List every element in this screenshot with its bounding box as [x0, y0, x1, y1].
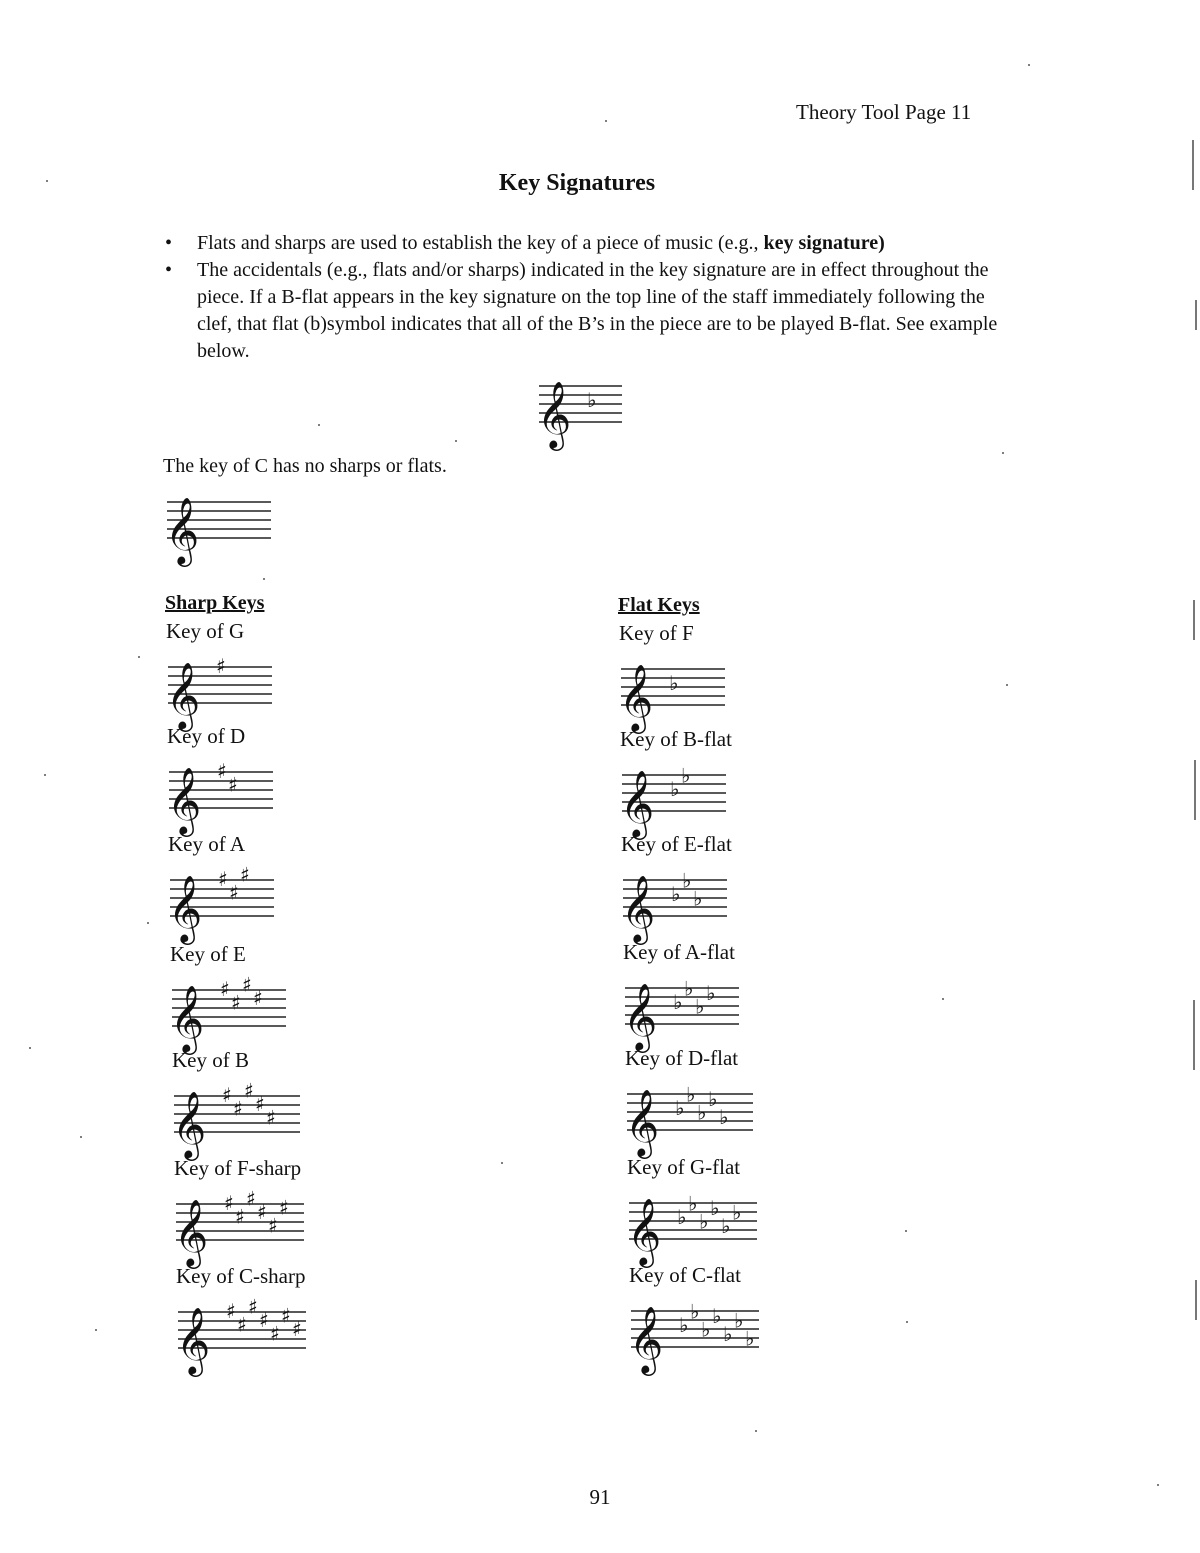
treble-clef-icon: 𝄞 [537, 380, 572, 448]
example-staff-one-flat [535, 368, 630, 448]
flat-icon: ♭ [684, 976, 694, 1001]
sharp-key-label: Key of E [170, 942, 246, 966]
sharp-icon: ♯ [279, 1195, 289, 1220]
bullet-bold-text: key signature) [763, 232, 885, 254]
sharp-key-label: Key of D [167, 724, 246, 748]
treble-clef-icon: 𝄞 [176, 1306, 211, 1374]
sharp-icon: ♯ [220, 977, 230, 1001]
flat-icon: ♭ [686, 1082, 696, 1107]
treble-clef-icon: 𝄞 [170, 984, 205, 1052]
sharp-icon: ♯ [228, 772, 238, 797]
flat-icon: ♭ [681, 763, 691, 788]
sharp-icon: ♯ [224, 1191, 234, 1215]
sharp-keys-heading: Sharp Keys [165, 592, 265, 614]
treble-clef-icon: 𝄞 [166, 661, 201, 729]
sharp-icon: ♯ [257, 1200, 267, 1224]
flat-key-label: Key of C-flat [629, 1263, 741, 1287]
bullet-text: Flats and sharps are used to establish the key of a piece of music (e.g., [197, 232, 764, 254]
sharp-icon: ♯ [231, 990, 241, 1015]
sharp-icon: ♯ [255, 1092, 265, 1116]
sharp-key-staff [164, 649, 304, 729]
sharp-icon: ♯ [233, 1096, 243, 1121]
sharp-key-label: Key of A [168, 832, 245, 856]
flat-key-label: Key of B-flat [620, 727, 732, 751]
flat-icon: ♭ [688, 1191, 698, 1216]
flat-icon: ♭ [693, 886, 703, 911]
sharp-icon: ♯ [217, 759, 227, 783]
sharp-icon: ♯ [268, 1213, 278, 1238]
sharp-icon: ♯ [253, 986, 263, 1010]
treble-clef-icon: 𝄞 [620, 769, 655, 837]
flat-icon: ♭ [671, 882, 681, 906]
sharp-icon: ♯ [244, 1078, 254, 1103]
sharp-icon: ♯ [235, 1204, 245, 1229]
flat-icon: ♭ [682, 868, 692, 893]
treble-clef-icon: 𝄞 [623, 982, 658, 1050]
sharp-icon: ♯ [259, 1308, 269, 1332]
treble-clef-icon: 𝄞 [165, 496, 200, 564]
flat-key-staff [627, 1293, 767, 1373]
flat-icon: ♭ [669, 671, 679, 695]
sharp-icon: ♯ [218, 867, 228, 891]
treble-clef-icon: 𝄞 [621, 874, 656, 942]
bullet-text: The accidentals (e.g., flats and/or sharps) indicated in the key signature are in effect throughout the piece. If a B-flat appears in the key signature on the top line of the staff immediately following the clef, that flat (b)symbol indicates that all of the B’s in the piece are to be played B-flat. See example below. [197, 259, 998, 362]
flat-icon: ♭ [712, 1304, 722, 1328]
sharp-icon: ♯ [222, 1083, 232, 1107]
flat-icon: ♭ [695, 994, 705, 1019]
flat-icon: ♭ [679, 1313, 689, 1337]
bullet-icon: • [165, 259, 173, 281]
flat-key-label: Key of G-flat [627, 1155, 741, 1179]
treble-clef-icon: 𝄞 [167, 766, 202, 834]
flat-icon: ♭ [708, 1087, 718, 1111]
flat-icon: ♭ [587, 388, 597, 412]
sharp-icon: ♯ [237, 1312, 247, 1337]
flat-icon: ♭ [745, 1326, 755, 1351]
flat-icon: ♭ [701, 1317, 711, 1342]
sharp-key-staff [170, 1078, 310, 1158]
sharp-icon: ♯ [226, 1299, 236, 1323]
bullet-item [163, 230, 1013, 257]
flat-key-label: Key of F [619, 621, 694, 645]
sharp-key-label: Key of C-sharp [176, 1264, 306, 1288]
bullet-item [163, 257, 1013, 365]
c-key-staff [163, 484, 283, 564]
sharp-key-staff [166, 862, 306, 942]
flat-key-staff [617, 651, 757, 731]
sharp-key-staff [172, 1186, 312, 1266]
c-key-text: The key of C has no sharps or flats. [163, 455, 447, 477]
sharp-icon: ♯ [281, 1303, 291, 1328]
sharp-icon: ♯ [242, 972, 252, 997]
flat-icon: ♭ [677, 1205, 687, 1229]
flat-icon: ♭ [675, 1096, 685, 1120]
flat-icon: ♭ [719, 1105, 729, 1129]
sharp-icon: ♯ [216, 654, 226, 678]
sharp-key-staff [165, 754, 305, 834]
treble-clef-icon: 𝄞 [629, 1305, 664, 1373]
sharp-icon: ♯ [292, 1317, 302, 1341]
flat-icon: ♭ [699, 1209, 709, 1234]
page-header: Theory Tool Page 11 [796, 100, 972, 124]
flat-icon: ♭ [673, 990, 683, 1014]
flat-icon: ♭ [721, 1214, 731, 1238]
flat-key-staff [619, 862, 759, 942]
flat-key-label: Key of A-flat [623, 940, 735, 964]
flat-icon: ♭ [734, 1308, 744, 1333]
flat-key-staff [621, 970, 761, 1050]
bullet-icon: • [165, 232, 173, 254]
treble-clef-icon: 𝄞 [625, 1088, 660, 1156]
sharp-icon: ♯ [229, 880, 239, 905]
sharp-icon: ♯ [266, 1105, 276, 1130]
sharp-key-label: Key of F-sharp [174, 1156, 302, 1180]
sharp-key-staff [168, 972, 308, 1052]
treble-clef-icon: 𝄞 [619, 663, 654, 731]
flat-icon: ♭ [670, 777, 680, 801]
flat-icon: ♭ [697, 1100, 707, 1125]
flat-icon: ♭ [706, 981, 716, 1005]
sharp-icon: ♯ [246, 1186, 256, 1211]
treble-clef-icon: 𝄞 [168, 874, 203, 942]
treble-clef-icon: 𝄞 [627, 1197, 662, 1265]
sharp-icon: ♯ [248, 1294, 258, 1319]
treble-clef-icon: 𝄞 [172, 1090, 207, 1158]
flat-key-staff [623, 1076, 763, 1156]
flat-icon: ♭ [723, 1322, 733, 1346]
flat-icon: ♭ [732, 1200, 742, 1225]
page-number: 91 [589, 1485, 611, 1509]
flat-icon: ♭ [710, 1196, 720, 1220]
flat-key-staff [618, 757, 758, 837]
flat-key-staff [625, 1185, 765, 1265]
flat-icon: ♭ [690, 1299, 700, 1324]
bullet-list [163, 230, 1013, 365]
treble-clef-icon: 𝄞 [174, 1198, 209, 1266]
page-title: Key Signatures [498, 170, 656, 196]
sharp-key-label: Key of B [172, 1048, 249, 1072]
flat-keys-heading: Flat Keys [618, 594, 700, 616]
sharp-key-label: Key of G [166, 619, 245, 643]
flat-key-label: Key of E-flat [621, 832, 732, 856]
flat-key-label: Key of D-flat [625, 1046, 739, 1070]
sharp-key-staff [174, 1294, 314, 1374]
sharp-icon: ♯ [270, 1321, 280, 1346]
sharp-icon: ♯ [240, 862, 250, 887]
